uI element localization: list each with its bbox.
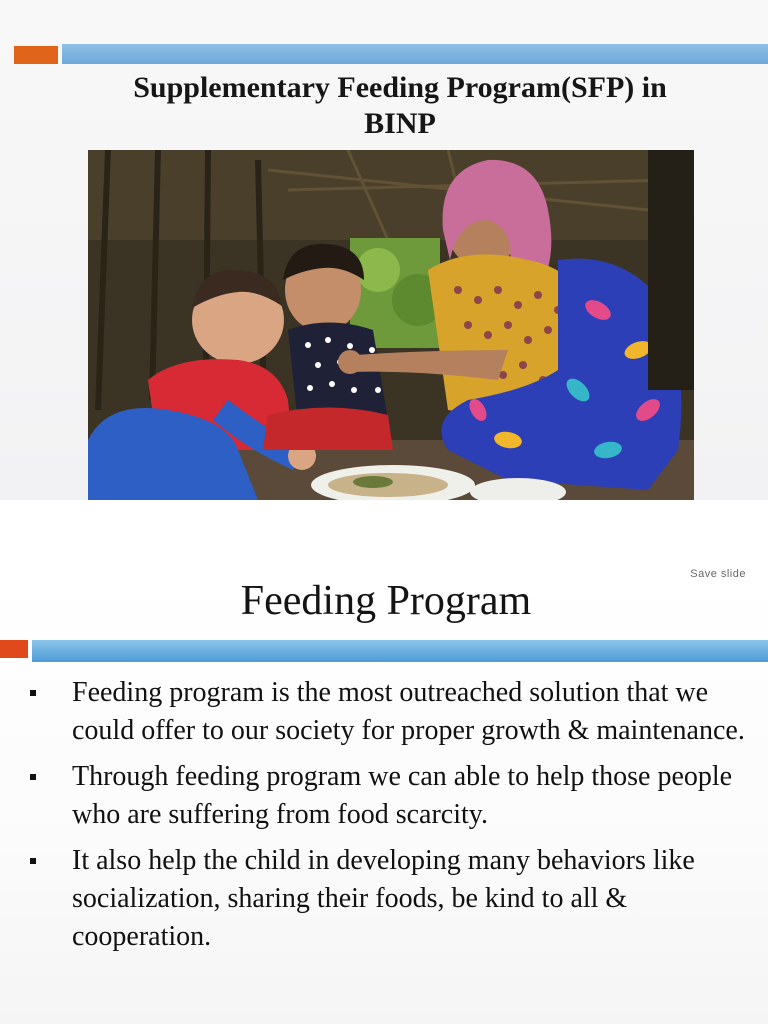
- feeding-photo: [88, 150, 694, 500]
- slide-header-bar: [32, 640, 768, 662]
- slide-header-bar: [62, 44, 768, 64]
- save-slide-label[interactable]: Save slide: [690, 568, 746, 580]
- slide-accent-block: [14, 46, 58, 64]
- slide-title-line-1: Supplementary Feeding Program(SFP) in: [133, 71, 667, 104]
- bullet-icon: [30, 690, 36, 696]
- slide-bottom: [0, 568, 768, 1024]
- slide-title-line-2: BINP: [364, 107, 436, 140]
- slide-top: [0, 0, 768, 500]
- list-item: [28, 674, 764, 750]
- list-item: [28, 842, 764, 956]
- bullet-text: It also help the child in developing many behaviors like socialization, sharing their foods, be kind to all & cooperation.: [72, 845, 695, 952]
- slide-accent-block: [0, 640, 28, 658]
- bullet-list: [28, 674, 764, 964]
- bullet-icon: [30, 774, 36, 780]
- slide-title: Feeding Program: [240, 578, 532, 624]
- bullet-icon: [30, 858, 36, 864]
- slide-title: [60, 70, 740, 142]
- bullet-text: Through feeding program we can able to help those people who are suffering from food scarcity.: [72, 761, 733, 830]
- slide-gap: [0, 500, 768, 568]
- list-item: [28, 758, 764, 834]
- bullet-text: Feeding program is the most outreached solution that we could offer to our society for proper growth & maintenance.: [72, 677, 745, 746]
